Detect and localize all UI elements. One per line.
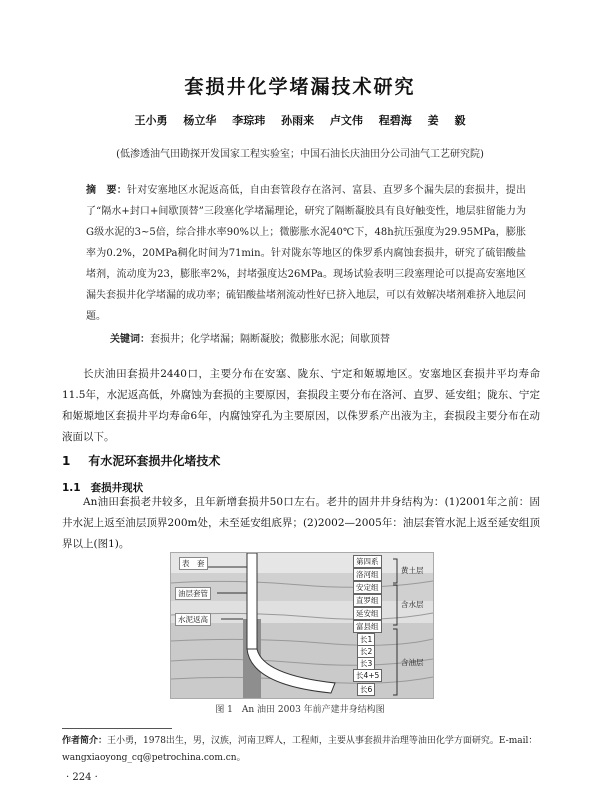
abstract-label: 摘 要：: [86, 185, 127, 196]
zone-label: 黄土层: [401, 566, 424, 575]
zone-label: 含水层: [401, 600, 424, 609]
footnote-text: 王小勇，1978出生，男，汉族，河南卫辉人，工程师，主要从事套损井治理等油田化学方面研究。E-mail：wangxiaoyong_cq@petrochina.com.cn。: [62, 736, 538, 763]
figure-caption: 图 1 An 油田 2003 年前产建井身结构图: [215, 705, 385, 715]
keywords-text: 套损井；化学堵漏；隔断凝胶；微膨胀水泥；间歇顶替: [150, 334, 390, 345]
strata-label: 长2: [357, 645, 375, 658]
abstract-text: 针对安塞地区水泥返高低，自由套管段存在洛河、富县、直罗多个漏失层的套损井，提出了“隔水+封口+间歇顶替”三段塞化学堵漏理论，研究了隔断凝胶具有良好触变性，地层驻留能力为G级水泥的3~5倍，综合排水率90%以上；微膨胀水泥40℃下，48h抗压强度为29.95MPa，膨胀率为0.2%，20MPa稠化时间为71min。针对陇东等地区的侏罗系内腐蚀套损井，研究了硫铝酸盐堵剂，流动度为23，膨胀率2%，封堵强度达26MPa。现场试验表明三段塞理论可以提高安塞地区漏失套损井化学堵漏的成功率；硫铝酸盐堵剂流动性好已挤入地层，可以有效解决堵剂难挤入地层问题。: [86, 185, 527, 322]
strata-label: 直罗组: [353, 594, 382, 607]
strata-label: 长6: [357, 683, 375, 696]
section-paragraph: An油田套损老井较多，且年新增套损井50口左右。老井的固井井身结构为：(1)2001年之前：固井水泥上返至油层顶界200m处，未至延安组底界；(2)2002—2005年：油层套管水泥上返至延安组顶界以上(图1)。: [62, 496, 540, 550]
intro-paragraph: 长庆油田套损井2440口，主要分布在安塞、陇东、宁定和姬塬地区。安塞地区套损井平均寿命11.5年，水泥返高低，外腐蚀为套损的主要原因，套损段主要分布在洛河、直罗、延安组；陇东、宁定和姬塬地区套损井平均寿命6年，内腐蚀穿孔为主要原因，以侏罗系产出液为主，套损段主要分布在动液面以下。: [62, 368, 540, 443]
strata-label: 富县组: [353, 620, 382, 633]
footnote-divider: [62, 728, 172, 729]
section-title: 有水泥环套损井化堵技术: [88, 454, 221, 468]
page-number: · 224 ·: [66, 772, 98, 783]
author-name: 杨立华: [183, 114, 217, 127]
strata-label: 长3: [357, 657, 375, 670]
strata-band: [171, 553, 433, 573]
keywords-label: 关键词：: [110, 334, 150, 345]
strata-label: 洛河组: [353, 568, 382, 581]
casing: [247, 553, 257, 649]
author-name: 李琮玮: [232, 114, 266, 127]
author-name: 程碧海: [378, 114, 412, 127]
affiliation: (低渗透油气田勘探开发国家工程实验室；中国石油长庆油田分公司油气工艺研究院): [116, 149, 484, 160]
author-list: [0, 112, 600, 128]
author-name: 王小勇: [134, 114, 168, 127]
figure-label: 表 套: [179, 557, 208, 570]
strata-label: 第四系: [353, 555, 382, 568]
subsection-title: 套损井现状: [90, 482, 144, 494]
author-name: 姜 毅: [427, 114, 466, 127]
zone-label: 含油层: [401, 658, 424, 667]
keywords: [110, 330, 530, 345]
well-structure-figure: [170, 552, 434, 699]
paper-title: 套损井化学堵漏技术研究: [184, 76, 416, 98]
author-footnote: [62, 733, 542, 767]
strata-label: 延安组: [353, 607, 382, 620]
section-number: 1: [62, 454, 71, 468]
strata-label: 安定组: [353, 581, 382, 594]
strata-label: 长4+5: [353, 669, 382, 682]
strata-label: 长1: [357, 633, 375, 646]
section-heading: [62, 452, 220, 469]
figure-label: 油层套管: [175, 587, 211, 600]
subsection-number: 1.1: [62, 482, 81, 494]
footnote-label: 作者简介：: [62, 736, 108, 746]
abstract: [86, 180, 526, 327]
author-name: 孙雨来: [281, 114, 315, 127]
author-name: 卢文伟: [329, 114, 363, 127]
figure-label: 水泥返高: [175, 613, 211, 626]
